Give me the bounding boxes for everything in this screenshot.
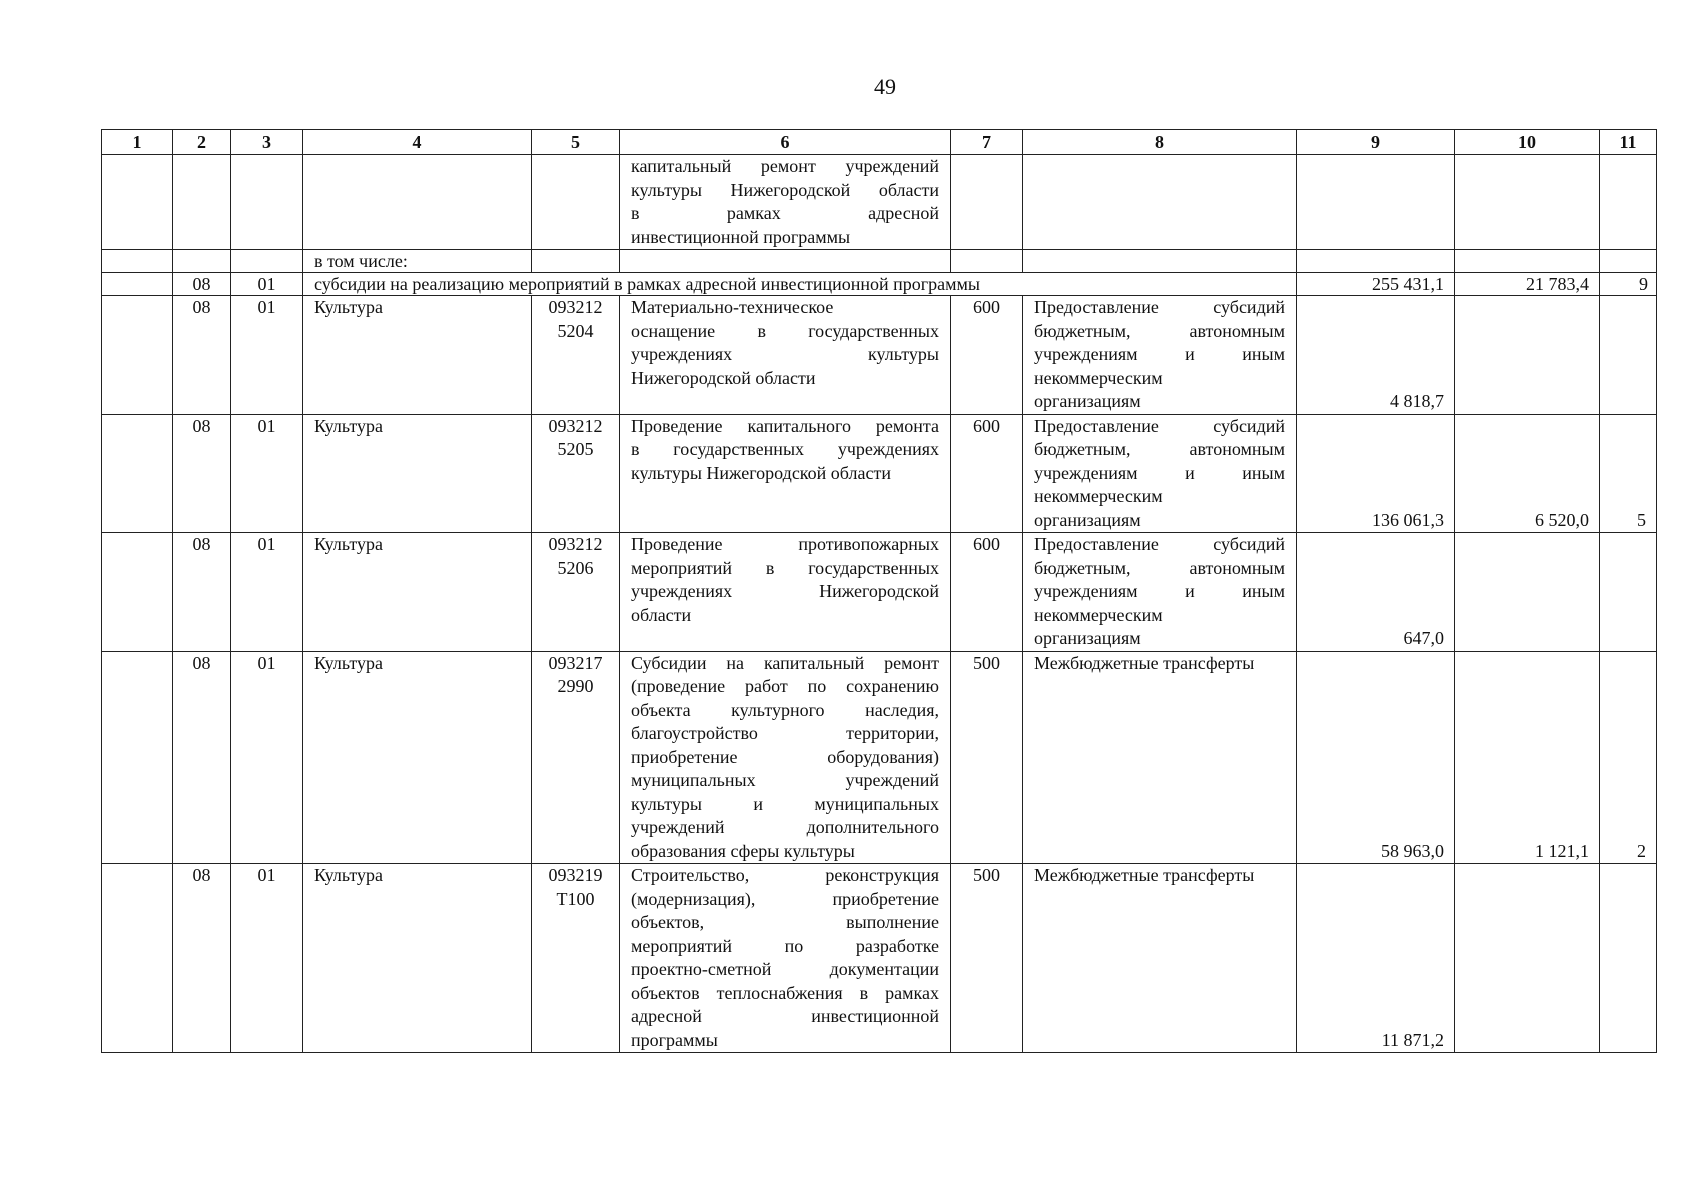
cell (1600, 250, 1657, 273)
cell-name: Культура (303, 533, 532, 652)
column-header-8: 8 (1023, 130, 1297, 155)
table-row (102, 414, 1657, 533)
cell-type: 500 (951, 864, 1023, 1053)
text-line: (модернизация), приобретение (631, 888, 939, 909)
code-line: 5205 (557, 439, 594, 459)
cell (1455, 250, 1600, 273)
text-line: учреждениям и иным (1034, 462, 1285, 483)
text-line: объектов теплоснабжения в рамках (631, 982, 939, 1003)
cell (1023, 155, 1297, 250)
text-line: некоммерческим (1034, 604, 1163, 625)
cell (620, 250, 951, 273)
column-header-4: 4 (303, 130, 532, 155)
text-line: инвестиционной программы (631, 226, 851, 247)
cell (951, 155, 1023, 250)
table-row (102, 651, 1657, 864)
cell-subsection: 01 (231, 414, 303, 533)
cell (102, 155, 173, 250)
cell-description (620, 414, 951, 533)
cell (102, 250, 173, 273)
cell (1297, 250, 1455, 273)
text-line: организациям (1034, 509, 1141, 530)
cell (102, 533, 173, 652)
cell (102, 651, 173, 864)
cell-type: 600 (951, 296, 1023, 415)
text-line: Предоставление субсидий (1034, 415, 1285, 436)
text-line: учреждениям и иным (1034, 581, 1285, 601)
text-line: благоустройство территории, (631, 723, 939, 743)
cell-subsidy-text (303, 273, 1297, 296)
table-row (102, 296, 1657, 415)
text-line: проектно-сметной документации (631, 959, 939, 979)
text-line: мероприятий в государственных (631, 557, 939, 578)
column-header-7: 7 (951, 130, 1023, 155)
text-line: программы (631, 1029, 718, 1050)
text-line: некоммерческим (1034, 486, 1163, 506)
text-line: Нижегородской области (631, 367, 816, 388)
text-line: бюджетным, автономным (1034, 557, 1285, 578)
cell (951, 250, 1023, 273)
text-line: учреждений дополнительного (631, 817, 939, 837)
page-number: 49 (874, 74, 896, 99)
budget-table (101, 129, 1657, 1053)
header-row (102, 130, 1657, 155)
subsidy-text: субсидии на реализацию мероприятий в рамках адресной инвестиционной программы (314, 274, 980, 294)
cell (173, 250, 231, 273)
cell-subsection: 01 (231, 296, 303, 415)
text-line: Строительство, реконструкция (631, 865, 939, 885)
column-header-9: 9 (1297, 130, 1455, 155)
cell (102, 414, 173, 533)
cell-amount-2 (1455, 296, 1600, 415)
cell-description (620, 296, 951, 415)
code-line: 5204 (557, 320, 594, 341)
cell-amount: 647,0 (1297, 533, 1455, 652)
text-line: бюджетным, автономным (1034, 439, 1285, 459)
code-line: 093212 (548, 415, 603, 436)
cell-description (620, 864, 951, 1053)
cell-count: 5 (1600, 414, 1657, 533)
cell-amount: 58 963,0 (1297, 651, 1455, 864)
cell (231, 155, 303, 250)
subsidy-row (102, 273, 1657, 296)
cell-amount: 255 431,1 (1297, 273, 1455, 296)
cell-code (532, 651, 620, 864)
table-row (102, 155, 1657, 250)
code-line: 093212 (548, 297, 603, 317)
text-line: муниципальных учреждений (631, 770, 939, 790)
text-line: Межбюджетные трансферты (1034, 865, 1255, 885)
text-line: объекта культурного наследия, (631, 699, 939, 720)
text-line: Предоставление субсидий (1034, 297, 1285, 317)
text-line: в рамках адресной (631, 203, 939, 223)
column-header-6: 6 (620, 130, 951, 155)
text-line: организациям (1034, 628, 1141, 648)
table-row (102, 864, 1657, 1053)
cell-recipient (1023, 533, 1297, 652)
code-line: 093217 (548, 652, 603, 673)
text-line: Межбюджетные трансферты (1034, 652, 1255, 673)
cell (102, 273, 173, 296)
cell-amount: 4 818,7 (1297, 296, 1455, 415)
subheading-cell: в том числе: (303, 250, 532, 273)
cell-subsection: 01 (231, 533, 303, 652)
cell-description (620, 533, 951, 652)
cell-description (620, 155, 951, 250)
text-line: учреждениях культуры (631, 344, 939, 364)
column-header-10: 10 (1455, 130, 1600, 155)
cell (532, 250, 620, 273)
cell-subsection: 01 (231, 864, 303, 1053)
cell (102, 864, 173, 1053)
cell-recipient (1023, 864, 1297, 1053)
column-header-5: 5 (532, 130, 620, 155)
cell-count (1600, 533, 1657, 652)
text-line: Проведение капитального ремонта (631, 415, 939, 436)
cell-amount-2: 6 520,0 (1455, 414, 1600, 533)
text-line: культуры и муниципальных (631, 793, 939, 814)
text-line: приобретение оборудования) (631, 746, 939, 767)
text-line: образования сферы культуры (631, 840, 855, 861)
cell-section: 08 (173, 533, 231, 652)
cell (532, 155, 620, 250)
cell-description (620, 651, 951, 864)
text-line: Материально-техническое (631, 297, 834, 317)
cell (231, 250, 303, 273)
cell-recipient (1023, 651, 1297, 864)
cell-name: Культура (303, 414, 532, 533)
cell (1455, 155, 1600, 250)
cell-section: 08 (173, 273, 231, 296)
cell-name: Культура (303, 651, 532, 864)
text-line: Субсидии на капитальный ремонт (631, 652, 939, 673)
cell-count (1600, 864, 1657, 1053)
cell (1297, 155, 1455, 250)
cell-amount-2 (1455, 533, 1600, 652)
code-line: 2990 (557, 676, 594, 696)
cell-count: 2 (1600, 651, 1657, 864)
cell-code (532, 533, 620, 652)
code-line: 093212 (548, 534, 603, 554)
cell-recipient (1023, 296, 1297, 415)
column-header-11: 11 (1600, 130, 1657, 155)
cell-amount: 11 871,2 (1297, 864, 1455, 1053)
text-line: в государственных учреждениях (631, 439, 939, 459)
cell (102, 296, 173, 415)
text-line: некоммерческим (1034, 367, 1163, 388)
text-line: культуры Нижегородской области (631, 462, 891, 483)
cell-recipient (1023, 414, 1297, 533)
cell-section: 08 (173, 296, 231, 415)
text-line: области (631, 604, 692, 625)
cell-type: 500 (951, 651, 1023, 864)
table-row (102, 250, 1657, 273)
text-line: объектов, выполнение (631, 912, 939, 932)
text-line: (проведение работ по сохранению (631, 676, 939, 696)
text-line: учреждениях Нижегородской (631, 581, 939, 601)
column-header-2: 2 (173, 130, 231, 155)
cell-code (532, 296, 620, 415)
code-line: Т100 (556, 888, 595, 909)
text-line: организациям (1034, 391, 1141, 411)
cell-type: 600 (951, 414, 1023, 533)
table-row (102, 533, 1657, 652)
code-line: 093219 (548, 865, 603, 885)
code-line: 5206 (557, 557, 594, 578)
cell-section: 08 (173, 864, 231, 1053)
cell-code (532, 864, 620, 1053)
text-line: капитальный ремонт учреждений (631, 156, 939, 176)
cell-type: 600 (951, 533, 1023, 652)
text-line: адресной инвестиционной (631, 1006, 939, 1026)
cell-code (532, 414, 620, 533)
cell-count (1600, 296, 1657, 415)
cell (173, 155, 231, 250)
cell-amount: 136 061,3 (1297, 414, 1455, 533)
cell (1023, 250, 1297, 273)
text-line: оснащение в государственных (631, 320, 939, 341)
cell-section: 08 (173, 651, 231, 864)
text-line: Предоставление субсидий (1034, 534, 1285, 554)
text-line: бюджетным, автономным (1034, 320, 1285, 341)
cell (303, 155, 532, 250)
cell-name: Культура (303, 296, 532, 415)
cell-section: 08 (173, 414, 231, 533)
cell-subsection: 01 (231, 651, 303, 864)
cell-count: 9 (1600, 273, 1657, 296)
text-line: мероприятий по разработке (631, 935, 939, 956)
cell-name: Культура (303, 864, 532, 1053)
column-header-1: 1 (102, 130, 173, 155)
text-line: Проведение противопожарных (631, 534, 939, 554)
text-line: культуры Нижегородской области (631, 179, 939, 200)
cell-amount-2 (1455, 864, 1600, 1053)
column-header-3: 3 (231, 130, 303, 155)
text-line: учреждениям и иным (1034, 344, 1285, 364)
cell-amount-2: 21 783,4 (1455, 273, 1600, 296)
cell (1600, 155, 1657, 250)
cell-amount-2: 1 121,1 (1455, 651, 1600, 864)
cell-subsection: 01 (231, 273, 303, 296)
